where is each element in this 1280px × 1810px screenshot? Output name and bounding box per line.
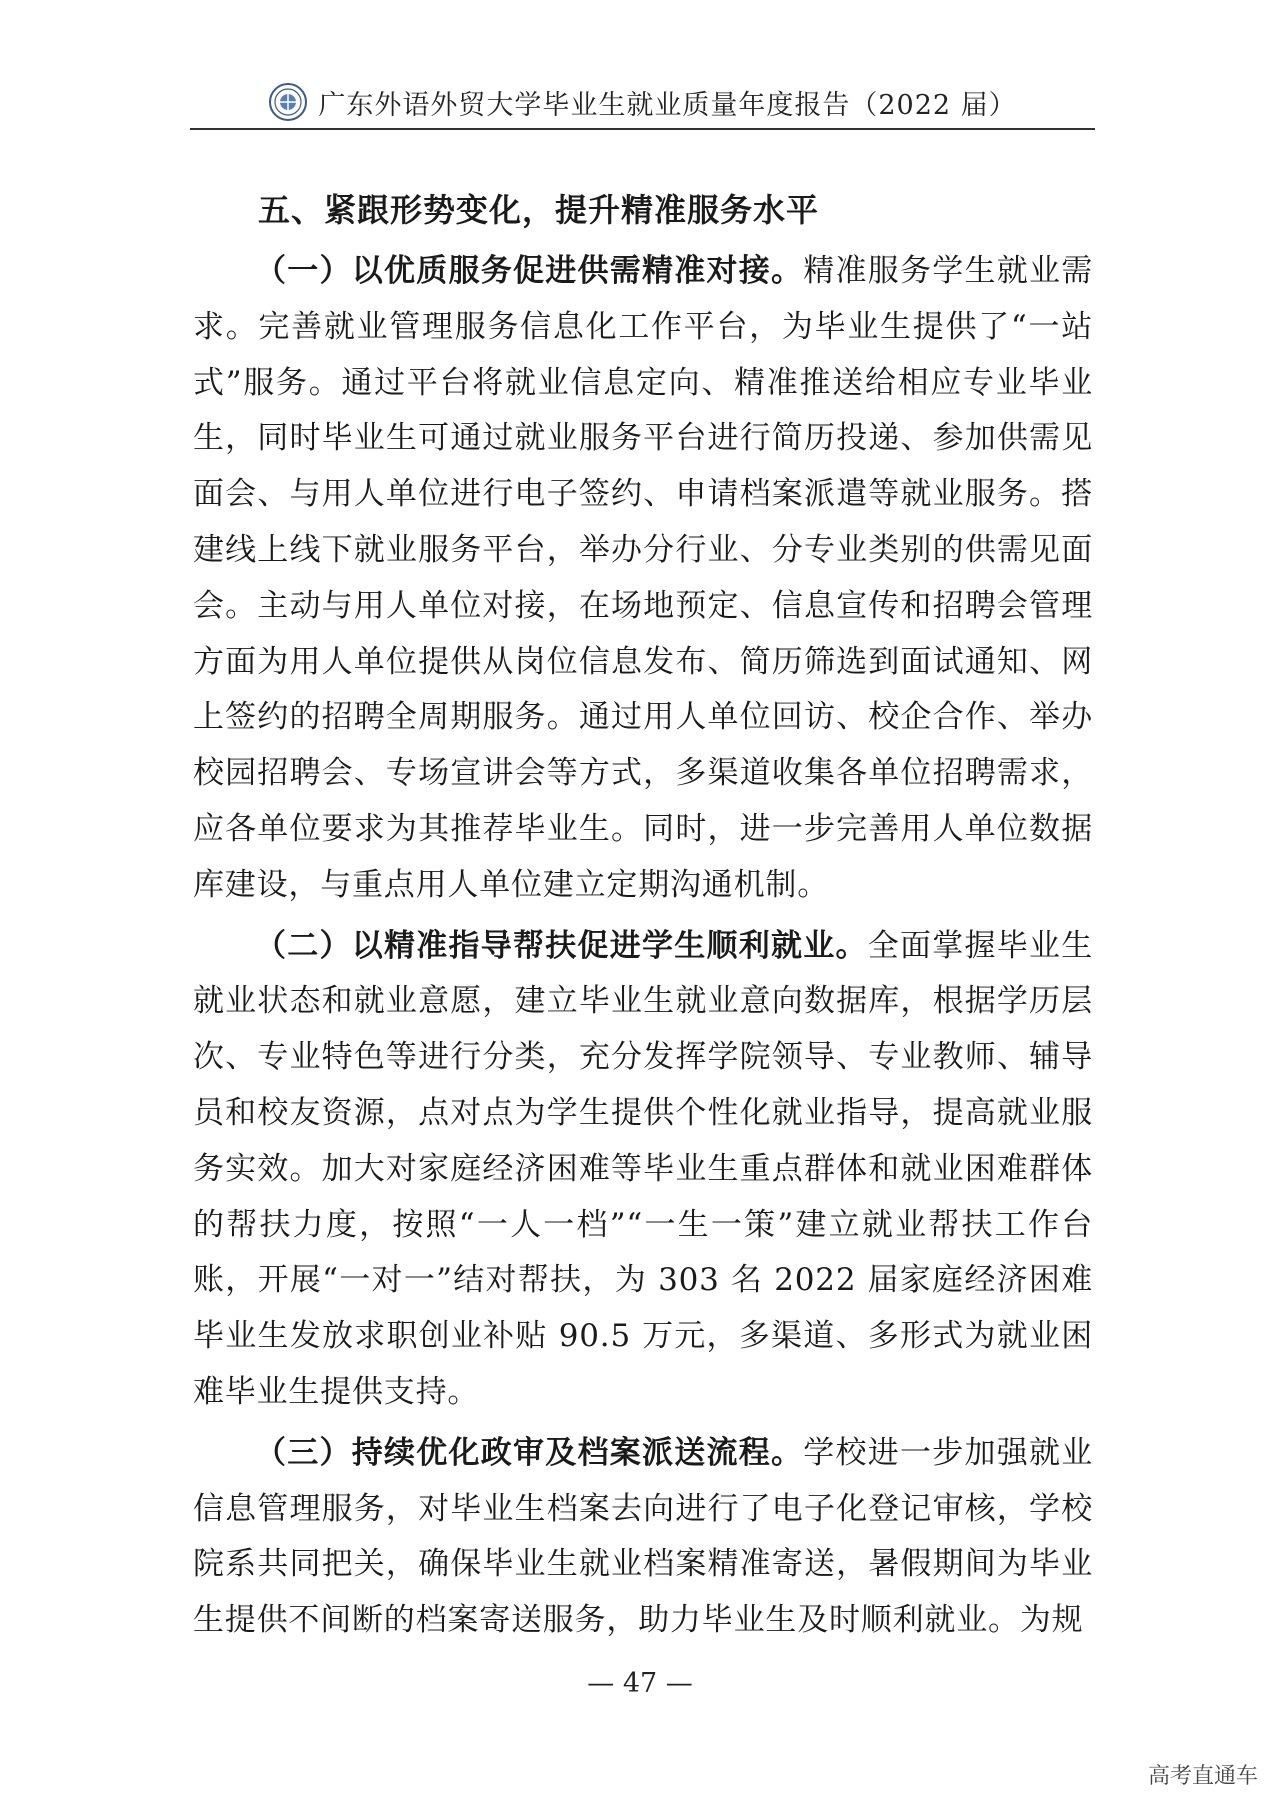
header-rule xyxy=(190,128,1095,130)
paragraph-3 xyxy=(193,1426,1093,1649)
paragraph-2-body: 全面掌握毕业生就业状态和就业意愿，建立毕业生就业意向数据库，根据学历层次、专业特色等进行分类，充分发挥学院领导、专业教师、辅导员和校友资源，点对点为学生提供个性化就业指导，提高就业服务实效。加大对家庭经济困难等毕业生重点群体和就业困难群体的帮扶力度，按照“一人一档”“一生一策”建立就业帮扶工作台账，开展“一对一”结对帮扶，为 303 名 2022 届家庭经济困难毕业生发放求职创业补贴 90.5 万元，多渠道、多形式为就业困难毕业生提供支持。 xyxy=(193,927,1093,1410)
paragraph-3-lead: （三）持续优化政审及档案派送流程。 xyxy=(255,1434,804,1471)
paragraph-3-body: 学校进一步加强就业信息管理服务，对毕业生档案去向进行了电子化登记审核，学校院系共同把关，确保毕业生就业档案精准寄送，暑假期间为毕业生提供不间断的档案寄送服务，助力毕业生及时顺利就业。为规 xyxy=(193,1434,1093,1639)
page-number: — 47 — xyxy=(587,1668,693,1699)
page-content xyxy=(193,185,1093,1649)
university-seal-icon xyxy=(268,82,308,122)
header-title: 广东外语外贸大学毕业生就业质量年度报告（2022 届） xyxy=(318,89,1017,121)
section-heading: 五、紧跟形势变化，提升精准服务水平 xyxy=(258,191,820,229)
page-header xyxy=(190,78,1095,134)
paragraph-1-lead: （一）以优质服务促进供需精准对接。 xyxy=(255,253,804,289)
paragraph-1 xyxy=(193,244,1093,914)
paragraph-2 xyxy=(193,919,1093,1421)
watermark-text: 高考直通车 xyxy=(1147,1764,1258,1789)
paragraph-1-body: 精准服务学生就业需求。完善就业管理服务信息化工作平台，为毕业生提供了“一站式”服务。通过平台将就业信息定向、精准推送给相应专业毕业生，同时毕业生可通过就业服务平台进行简历投递、参加供需见面会、与用人单位进行电子签约、申请档案派遣等就业服务。搭建线上线下就业服务平台，举办分行业、分专业类别的供需见面会。主动与用人单位对接，在场地预定、信息宣传和招聘会管理方面为用人单位提供从岗位信息发布、简历筛选到面试通知、网上签约的招聘全周期服务。通过用人单位回访、校企合作、举办校园招聘会、专场宣讲会等方式，多渠道收集各单位招聘需求，应各单位要求为其推荐毕业生。同时，进一步完善用人单位数据库建设，与重点用人单位建立定期沟通机制。 xyxy=(193,253,1093,903)
paragraph-2-lead: （二）以精准指导帮扶促进学生顺利就业。 xyxy=(255,927,868,964)
